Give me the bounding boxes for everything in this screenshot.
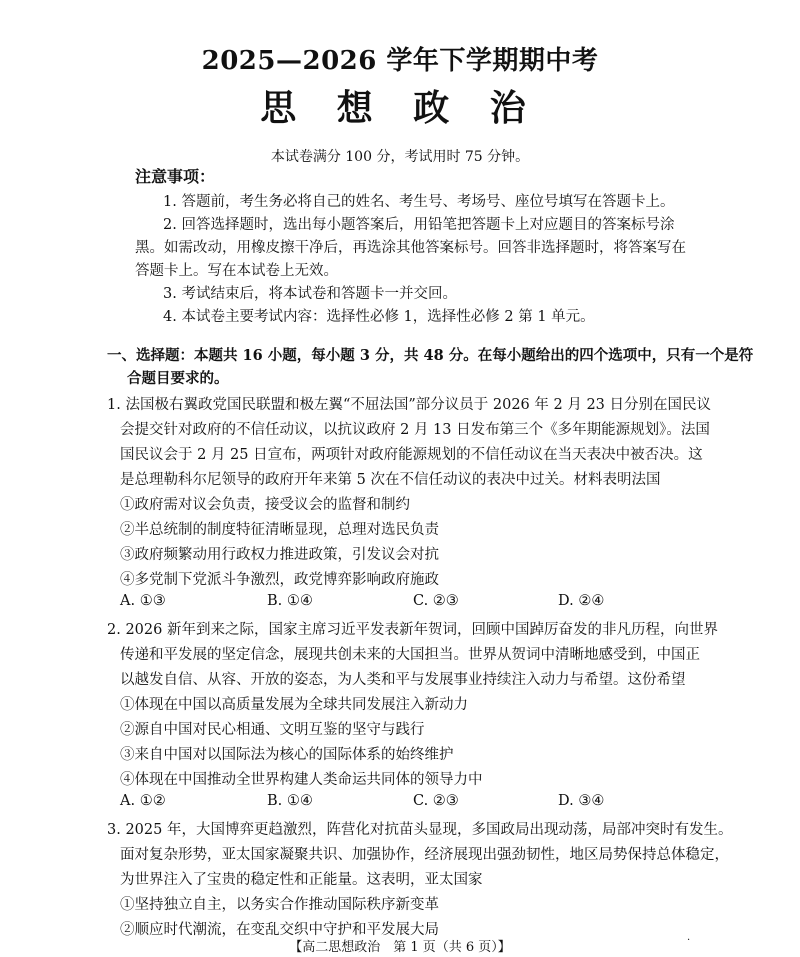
q1-option-d[interactable]: D. ②④ — [558, 593, 605, 609]
q1-stem-line: 会提交针对政府的不信任动议，以抗议政府 2 月 13 日发布第三个《多年期能源规划》。法国 — [120, 422, 710, 438]
exam-title: 2025—2026 学年下学期期中考 — [201, 46, 599, 76]
q2-option-b[interactable]: B. ①④ — [267, 793, 313, 809]
q1-option-a[interactable]: A. ①③ — [120, 593, 166, 609]
q2-item: ④体现在中国推动全世界构建人类命运共同体的领导力中 — [120, 772, 483, 788]
notice-line: 4. 本试卷主要考试内容：选择性必修 1，选择性必修 2 第 1 单元。 — [163, 309, 595, 325]
q1-option-b[interactable]: B. ①④ — [267, 593, 313, 609]
q1-option-c[interactable]: C. ②③ — [413, 593, 459, 609]
notice-title: 注意事项： — [135, 167, 216, 186]
q3-stem-line: 面对复杂形势，亚太国家凝聚共识、加强协作，经济展现出强劲韧性，地区局势保持总体稳定， — [120, 847, 729, 863]
notice-line: 1. 答题前，考生务必将自己的姓名、考生号、考场号、座位号填写在答题卡上。 — [163, 194, 675, 210]
q2-option-a[interactable]: A. ①② — [120, 793, 166, 809]
q2-option-d[interactable]: D. ③④ — [558, 793, 605, 809]
q2-item: ③来自中国对以国际法为核心的国际体系的始终维护 — [120, 747, 454, 763]
q2-item: ②源自中国对民心相通、文明互鉴的坚守与践行 — [120, 722, 425, 738]
page-mark: . — [687, 932, 691, 943]
q3-item: ②顺应时代潮流，在变乱交织中守护和平发展大局 — [120, 922, 439, 938]
q2-stem-line: 2. 2026 新年到来之际，国家主席习近平发表新年贺词，回顾中国踔厉奋发的非凡历程，向世界 — [107, 622, 718, 638]
notice-line: 答题卡上。写在本试卷上无效。 — [135, 263, 338, 279]
q3-item: ①坚持独立自主，以务实合作推动国际秩序新变革 — [120, 897, 439, 913]
q1-stem-line: 1. 法国极右翼政党国民联盟和极左翼“不屈法国”部分议员于 2026 年 2 月 23 日分别在国民议 — [107, 397, 711, 413]
q2-stem-line: 传递和平发展的坚定信念，展现共创未来的大国担当。世界从贺词中清晰地感受到，中国正 — [120, 647, 700, 663]
q1-item: ②半总统制的制度特征清晰显现，总理对选民负责 — [120, 522, 439, 538]
q3-stem-line: 为世界注入了宝贵的稳定性和正能量。这表明，亚太国家 — [120, 872, 483, 888]
exam-meta: 本试卷满分 100 分，考试用时 75 分钟。 — [270, 149, 530, 165]
q2-item: ①体现在中国以高质量发展为全球共同发展注入新动力 — [120, 697, 468, 713]
subject-title: 思 想 政 治 — [260, 87, 540, 129]
q3-stem-line: 3. 2025 年，大国博弈更趋激烈，阵营化对抗苗头显现，多国政局出现动荡，局部冲突时有发生。 — [107, 822, 733, 838]
notice-line: 黑。如需改动，用橡皮擦干净后，再选涂其他答案标号。回答非选择题时，将答案写在 — [135, 240, 686, 256]
q1-item: ③政府频繁动用行政权力推进政策，引发议会对抗 — [120, 547, 439, 563]
q1-item: ①政府需对议会负责，接受议会的监督和制约 — [120, 497, 410, 513]
q1-stem-line: 国民议会于 2 月 25 日宣布，两项针对政府能源规划的不信任动议在当天表决中被否决。这 — [120, 447, 703, 463]
section-heading-cont: 合题目要求的。 — [127, 370, 229, 387]
q2-stem-line: 以越发自信、从容、开放的姿态，为人类和平与发展事业持续注入动力与希望。这份希望 — [120, 672, 686, 688]
page-footer: 【高二思想政治 第 1 页（共 6 页）】 — [289, 940, 511, 955]
notice-line: 3. 考试结束后，将本试卷和答题卡一并交回。 — [163, 286, 457, 302]
q2-option-c[interactable]: C. ②③ — [413, 793, 459, 809]
q1-item: ④多党制下党派斗争激烈，政党博弈影响政府施政 — [120, 572, 439, 588]
q1-stem-line: 是总理勒科尔尼领导的政府开年来第 5 次在不信任动议的表决中过关。材料表明法国 — [120, 472, 661, 488]
section-heading: 一、选择题：本题共 16 小题，每小题 3 分，共 48 分。在每小题给出的四个选项中，只有一个是符 — [107, 347, 754, 364]
notice-line: 2. 回答选择题时，选出每小题答案后，用铅笔把答题卡上对应题目的答案标号涂 — [163, 217, 675, 233]
